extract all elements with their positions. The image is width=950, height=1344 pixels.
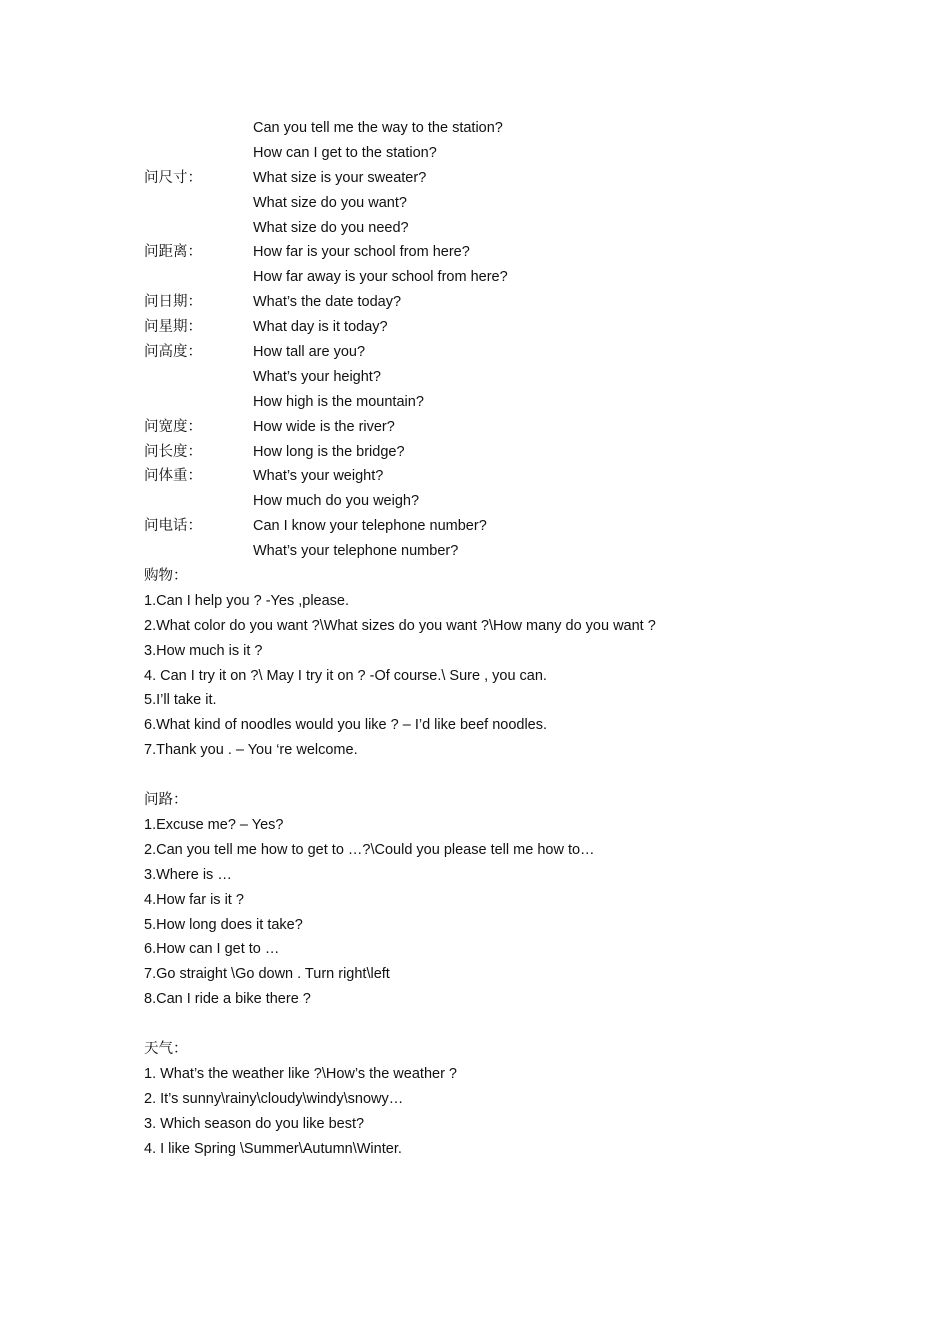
- weather-item: 1. What’s the weather like ?\How’s the weather ?: [144, 1065, 457, 1082]
- ask-row-label: 问长度：: [144, 443, 202, 460]
- weather-item: 3. Which season do you like best?: [144, 1115, 365, 1132]
- ask-row: [144, 116, 844, 141]
- directions-item: 4.How far is it ?: [144, 891, 244, 908]
- ask-row-text: What’s your height?: [253, 368, 381, 385]
- shopping-item: 6.What kind of noodles would you like ? – I’d like beef noodles.: [144, 717, 548, 734]
- ask-row-text: How tall are you?: [253, 344, 366, 361]
- ask-row-label: 问尺寸：: [144, 169, 202, 186]
- ask-row-text: How wide is the river?: [253, 418, 395, 435]
- shopping-item: 1.Can I help you ? -Yes ,please.: [144, 592, 350, 609]
- shopping-item: 4. Can I try it on ?\ May I try it on ? -Of course.\ Sure , you can.: [144, 667, 547, 684]
- ask-row-text: Can you tell me the way to the station?: [253, 120, 503, 136]
- ask-row-text: Can I know your telephone number?: [253, 518, 487, 535]
- ask-row-text: What size do you want?: [253, 194, 407, 211]
- ask-row: [144, 514, 844, 539]
- directions-item: 3.Where is …: [144, 866, 232, 883]
- ask-row: [144, 440, 844, 465]
- ask-row-label: 问高度：: [144, 344, 202, 361]
- ask-row-text: How can I get to the station?: [253, 144, 437, 161]
- document-content: [144, 116, 844, 1161]
- ask-row: [144, 141, 844, 166]
- ask-row-label: 问距离：: [144, 244, 202, 261]
- shopping-item: 3.How much is it ?: [144, 642, 263, 659]
- shopping-heading: 购物：: [144, 568, 188, 585]
- ask-row-text: What’s your weight?: [253, 468, 384, 485]
- ask-row: [144, 365, 844, 390]
- ask-row-text: How much do you weigh?: [253, 493, 420, 510]
- directions-item: 6.How can I get to …: [144, 941, 280, 958]
- ask-row-text: What size is your sweater?: [253, 169, 427, 186]
- section-spacer: [144, 1012, 844, 1037]
- ask-row-text: What day is it today?: [253, 319, 388, 336]
- section-spacer: [144, 763, 844, 788]
- ask-row: [144, 539, 844, 564]
- ask-row: [144, 290, 844, 315]
- ask-row-label: 问宽度：: [144, 418, 202, 435]
- directions-item: 7.Go straight \Go down . Turn right\left: [144, 966, 390, 983]
- ask-row: [144, 166, 844, 191]
- directions-item: 2.Can you tell me how to get to …?\Could you please tell me how to…: [144, 841, 595, 858]
- ask-row: [144, 415, 844, 440]
- ask-row: [144, 390, 844, 415]
- ask-row-text: How long is the bridge?: [253, 443, 405, 460]
- ask-row: [144, 240, 844, 265]
- shopping-item: 2.What color do you want ?\What sizes do you want ?\How many do you want ?: [144, 617, 656, 634]
- ask-row-label: 问电话：: [144, 518, 202, 535]
- ask-row-text: How far is your school from here?: [253, 244, 470, 261]
- shopping-item: 5.I’ll take it.: [144, 692, 217, 709]
- ask-row-label: 问日期：: [144, 294, 202, 311]
- directions-heading: 问路：: [144, 792, 188, 809]
- shopping-item: 7.Thank you . – You ‘re welcome.: [144, 742, 358, 759]
- ask-row-text: How high is the mountain?: [253, 393, 424, 410]
- ask-row-text: What’s the date today?: [253, 294, 402, 311]
- directions-item: 1.Excuse me? – Yes?: [144, 816, 284, 833]
- ask-row-text: What size do you need?: [253, 219, 409, 236]
- ask-row: [144, 191, 844, 216]
- ask-row-label: 问星期：: [144, 319, 202, 336]
- ask-row: [144, 265, 844, 290]
- ask-row: [144, 464, 844, 489]
- ask-row-text: What’s your telephone number?: [253, 543, 459, 560]
- weather-item: 4. I like Spring \Summer\Autumn\Winter.: [144, 1140, 402, 1157]
- directions-item: 5.How long does it take?: [144, 916, 303, 933]
- weather-heading: 天气：: [144, 1040, 188, 1057]
- ask-row-text: How far away is your school from here?: [253, 269, 508, 286]
- ask-row: [144, 315, 844, 340]
- ask-row-label: 问体重：: [144, 468, 202, 485]
- ask-row: [144, 216, 844, 241]
- ask-row: [144, 340, 844, 365]
- weather-item: 2. It’s sunny\rainy\cloudy\windy\snowy…: [144, 1090, 404, 1107]
- directions-item: 8.Can I ride a bike there ?: [144, 991, 311, 1008]
- ask-row: [144, 489, 844, 514]
